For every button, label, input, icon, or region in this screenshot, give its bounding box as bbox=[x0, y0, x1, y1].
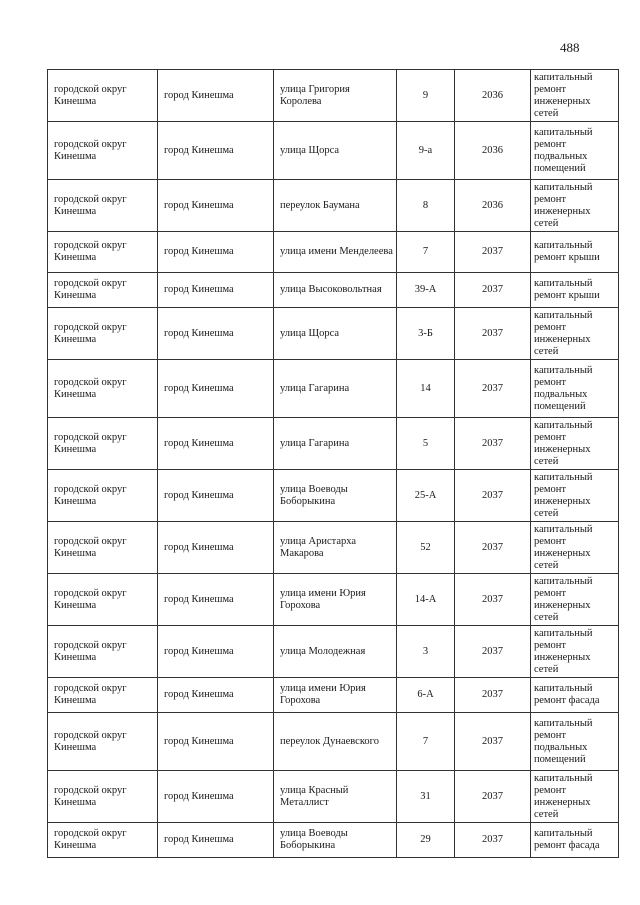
year-cell: 2037 bbox=[455, 713, 531, 771]
street-cell: улица Аристарха Макарова bbox=[274, 522, 397, 574]
settlement-cell: город Кинешма bbox=[158, 678, 274, 713]
work-type-cell: капитальный ремонт инженерных сетей bbox=[531, 308, 619, 360]
table-row bbox=[48, 470, 619, 522]
street-cell: переулок Баумана bbox=[274, 180, 397, 232]
settlement-cell: город Кинешма bbox=[158, 232, 274, 273]
district-cell: городской округ Кинешма bbox=[48, 470, 158, 522]
house-number-cell: 6-А bbox=[397, 678, 455, 713]
settlement-cell: город Кинешма bbox=[158, 273, 274, 308]
house-number-cell: 8 bbox=[397, 180, 455, 232]
settlement-cell: город Кинешма bbox=[158, 122, 274, 180]
house-number-cell: 14-А bbox=[397, 574, 455, 626]
street-cell: улица Воеводы Боборыкина bbox=[274, 470, 397, 522]
year-cell: 2036 bbox=[455, 180, 531, 232]
house-number-cell: 39-А bbox=[397, 273, 455, 308]
settlement-cell: город Кинешма bbox=[158, 574, 274, 626]
work-type-cell: капитальный ремонт инженерных сетей bbox=[531, 771, 619, 823]
year-cell: 2036 bbox=[455, 122, 531, 180]
district-cell: городской округ Кинешма bbox=[48, 232, 158, 273]
settlement-cell: город Кинешма bbox=[158, 308, 274, 360]
work-type-cell: капитальный ремонт инженерных сетей bbox=[531, 626, 619, 678]
work-type-cell: капитальный ремонт подвальных помещений bbox=[531, 713, 619, 771]
district-cell: городской округ Кинешма bbox=[48, 678, 158, 713]
street-cell: улица Гагарина bbox=[274, 418, 397, 470]
district-cell: городской округ Кинешма bbox=[48, 122, 158, 180]
house-number-cell: 9-а bbox=[397, 122, 455, 180]
work-type-cell: капитальный ремонт инженерных сетей bbox=[531, 522, 619, 574]
district-cell: городской округ Кинешма bbox=[48, 771, 158, 823]
year-cell: 2037 bbox=[455, 273, 531, 308]
work-type-cell: капитальный ремонт фасада bbox=[531, 823, 619, 858]
year-cell: 2037 bbox=[455, 823, 531, 858]
street-cell: улица Высоковольтная bbox=[274, 273, 397, 308]
table-row bbox=[48, 771, 619, 823]
house-number-cell: 25-А bbox=[397, 470, 455, 522]
house-number-cell: 7 bbox=[397, 232, 455, 273]
table-row bbox=[48, 70, 619, 122]
house-number-cell: 9 bbox=[397, 70, 455, 122]
settlement-cell: город Кинешма bbox=[158, 418, 274, 470]
work-type-cell: капитальный ремонт подвальных помещений bbox=[531, 122, 619, 180]
street-cell: переулок Дунаевского bbox=[274, 713, 397, 771]
year-cell: 2037 bbox=[455, 771, 531, 823]
district-cell: городской округ Кинешма bbox=[48, 574, 158, 626]
work-type-cell: капитальный ремонт инженерных сетей bbox=[531, 470, 619, 522]
district-cell: городской округ Кинешма bbox=[48, 273, 158, 308]
year-cell: 2037 bbox=[455, 308, 531, 360]
year-cell: 2037 bbox=[455, 522, 531, 574]
table-row bbox=[48, 232, 619, 273]
repair-schedule-table bbox=[47, 69, 619, 858]
district-cell: городской округ Кинешма bbox=[48, 418, 158, 470]
work-type-cell: капитальный ремонт инженерных сетей bbox=[531, 70, 619, 122]
district-cell: городской округ Кинешма bbox=[48, 70, 158, 122]
house-number-cell: 14 bbox=[397, 360, 455, 418]
year-cell: 2037 bbox=[455, 470, 531, 522]
table-row bbox=[48, 122, 619, 180]
table-row bbox=[48, 713, 619, 771]
year-cell: 2037 bbox=[455, 418, 531, 470]
settlement-cell: город Кинешма bbox=[158, 180, 274, 232]
district-cell: городской округ Кинешма bbox=[48, 713, 158, 771]
table-row bbox=[48, 823, 619, 858]
settlement-cell: город Кинешма bbox=[158, 70, 274, 122]
district-cell: городской округ Кинешма bbox=[48, 626, 158, 678]
house-number-cell: 29 bbox=[397, 823, 455, 858]
street-cell: улица имени Юрия Горохова bbox=[274, 574, 397, 626]
work-type-cell: капитальный ремонт инженерных сетей bbox=[531, 180, 619, 232]
work-type-cell: капитальный ремонт инженерных сетей bbox=[531, 574, 619, 626]
house-number-cell: 3-Б bbox=[397, 308, 455, 360]
table-row bbox=[48, 574, 619, 626]
street-cell: улица Щорса bbox=[274, 122, 397, 180]
settlement-cell: город Кинешма bbox=[158, 771, 274, 823]
district-cell: городской округ Кинешма bbox=[48, 308, 158, 360]
year-cell: 2037 bbox=[455, 574, 531, 626]
street-cell: улица Щорса bbox=[274, 308, 397, 360]
year-cell: 2037 bbox=[455, 360, 531, 418]
house-number-cell: 5 bbox=[397, 418, 455, 470]
table-row bbox=[48, 360, 619, 418]
table-row bbox=[48, 626, 619, 678]
settlement-cell: город Кинешма bbox=[158, 522, 274, 574]
work-type-cell: капитальный ремонт фасада bbox=[531, 678, 619, 713]
settlement-cell: город Кинешма bbox=[158, 360, 274, 418]
district-cell: городской округ Кинешма bbox=[48, 360, 158, 418]
table-body bbox=[48, 70, 619, 858]
work-type-cell: капитальный ремонт крыши bbox=[531, 273, 619, 308]
street-cell: улица Молодежная bbox=[274, 626, 397, 678]
table-row bbox=[48, 180, 619, 232]
street-cell: улица Воеводы Боборыкина bbox=[274, 823, 397, 858]
settlement-cell: город Кинешма bbox=[158, 823, 274, 858]
work-type-cell: капитальный ремонт инженерных сетей bbox=[531, 418, 619, 470]
year-cell: 2036 bbox=[455, 70, 531, 122]
house-number-cell: 3 bbox=[397, 626, 455, 678]
house-number-cell: 7 bbox=[397, 713, 455, 771]
year-cell: 2037 bbox=[455, 626, 531, 678]
settlement-cell: город Кинешма bbox=[158, 470, 274, 522]
table-row bbox=[48, 273, 619, 308]
house-number-cell: 52 bbox=[397, 522, 455, 574]
street-cell: улица Гагарина bbox=[274, 360, 397, 418]
street-cell: улица имени Юрия Горохова bbox=[274, 678, 397, 713]
table-row bbox=[48, 522, 619, 574]
settlement-cell: город Кинешма bbox=[158, 626, 274, 678]
year-cell: 2037 bbox=[455, 232, 531, 273]
district-cell: городской округ Кинешма bbox=[48, 180, 158, 232]
street-cell: улица имени Менделеева bbox=[274, 232, 397, 273]
year-cell: 2037 bbox=[455, 678, 531, 713]
work-type-cell: капитальный ремонт подвальных помещений bbox=[531, 360, 619, 418]
settlement-cell: город Кинешма bbox=[158, 713, 274, 771]
district-cell: городской округ Кинешма bbox=[48, 522, 158, 574]
street-cell: улица Григория Королева bbox=[274, 70, 397, 122]
district-cell: городской округ Кинешма bbox=[48, 823, 158, 858]
house-number-cell: 31 bbox=[397, 771, 455, 823]
street-cell: улица Красный Металлист bbox=[274, 771, 397, 823]
page-number: 488 bbox=[560, 40, 580, 55]
work-type-cell: капитальный ремонт крыши bbox=[531, 232, 619, 273]
table-row bbox=[48, 678, 619, 713]
table-row bbox=[48, 308, 619, 360]
table-row bbox=[48, 418, 619, 470]
